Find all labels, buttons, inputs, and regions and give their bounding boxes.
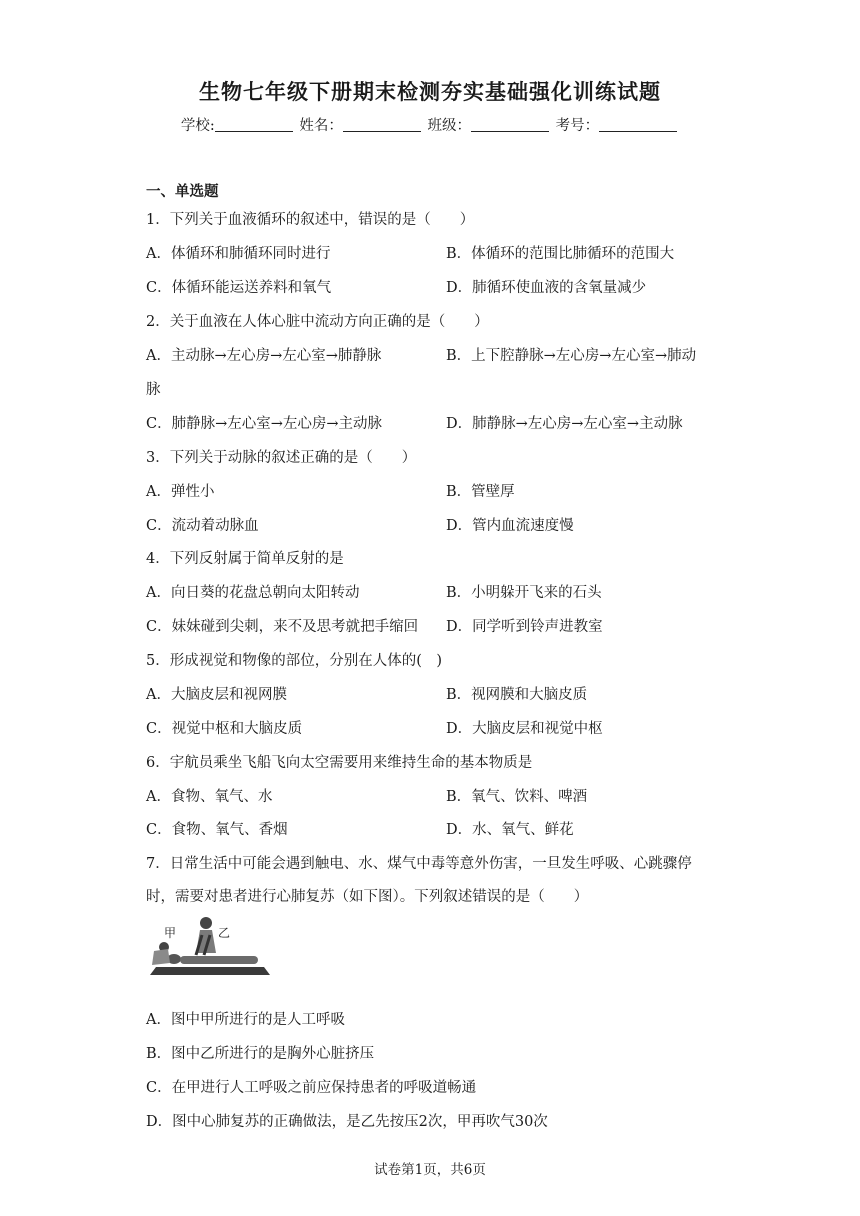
option-d: D．肺循环使血液的含氧量减少 (446, 280, 647, 296)
option-a: A．体循环和肺循环同时进行 (146, 246, 331, 262)
question-stem-continuation: 时，需要对患者进行心肺复苏（如下图）。下列叙述错误的是（ ） (146, 889, 589, 905)
cpr-illustration (146, 913, 270, 975)
option-b: B．上下腔静脉→左心房→左心室→肺动 (446, 348, 697, 364)
patient-body-shape (180, 956, 258, 964)
rescuer-yi-head-shape (200, 917, 212, 929)
question-stem: 6．宇航员乘坐飞船飞向太空需要用来维持生命的基本物质是 (146, 755, 533, 771)
option-b: B．图中乙所进行的是胸外心脏挤压 (146, 1046, 375, 1062)
option-b: B．体循环的范围比肺循环的范围大 (446, 246, 675, 262)
name-blank (343, 117, 421, 132)
class-label: 班级： (427, 118, 471, 134)
option-d: D．同学听到铃声进教室 (446, 619, 603, 635)
question-stem: 1．下列关于血液循环的叙述中，错误的是（ ） (146, 212, 475, 228)
cpr-figure-svg (146, 913, 270, 975)
option-b: B．小明躲开飞来的石头 (446, 585, 602, 601)
option-a: A．主动脉→左心房→左心室→肺静脉 (146, 348, 382, 364)
name-label: 姓名： (299, 118, 343, 134)
question-stem: 2．关于血液在人体心脏中流动方向正确的是（ ） (146, 314, 489, 330)
option-a: A．大脑皮层和视网膜 (146, 687, 287, 703)
question-stem: 4．下列反射属于简单反射的是 (146, 551, 344, 567)
exam-number-label: 考号： (555, 118, 600, 134)
option-d: D．大脑皮层和视觉中枢 (446, 721, 603, 737)
option-b: B．管壁厚 (446, 484, 515, 500)
option-c: C．视觉中枢和大脑皮质 (146, 721, 303, 737)
question-stem: 5．形成视觉和物像的部位，分别在人体的( ) (146, 653, 443, 669)
option-d: D．水、氧气、鲜花 (446, 822, 574, 838)
section-title: 一、单选题 (146, 183, 219, 200)
question-stem: 3．下列关于动脉的叙述正确的是（ ） (146, 450, 417, 466)
student-info-line (0, 114, 860, 135)
option-b: B．氧气、饮料、啤酒 (446, 789, 588, 805)
option-d: D．图中心肺复苏的正确做法，是乙先按压2次，甲再吹气30次 (146, 1114, 548, 1130)
option-c: C．肺静脉→左心室→左心房→主动脉 (146, 416, 383, 432)
label-jia: 甲 (164, 926, 177, 940)
option-c: C．体循环能运送养料和氧气 (146, 280, 332, 296)
option-a: A．食物、氧气、水 (146, 789, 273, 805)
option-a: A．向日葵的花盘总朝向太阳转动 (146, 585, 360, 601)
question-stem: 7．日常生活中可能会遇到触电、水、煤气中毒等意外伤害，一旦发生呼吸、心跳骤停 (146, 856, 692, 872)
option-c: C．食物、氧气、香烟 (146, 822, 288, 838)
option-a: A．弹性小 (146, 484, 215, 500)
school-blank (215, 117, 293, 132)
option-c: C．妹妹碰到尖刺，来不及思考就把手缩回 (146, 619, 419, 635)
option-b-continuation: 脉 (146, 382, 161, 398)
option-d: D．管内血流速度慢 (446, 518, 574, 534)
rescuer-jia-body-shape (152, 949, 170, 965)
page-footer: 试卷第1页，共6页 (374, 1162, 486, 1178)
school-label: 学校: (180, 118, 215, 134)
class-blank (471, 117, 549, 132)
floor-mat-shape (150, 967, 270, 975)
exam-number-blank (599, 117, 677, 132)
option-c: C．在甲进行人工呼吸之前应保持患者的呼吸道畅通 (146, 1080, 477, 1096)
option-d: D．肺静脉→左心房→左心室→主动脉 (446, 416, 683, 432)
exam-title: 生物七年级下册期末检测夯实基础强化训练试题 (199, 79, 661, 104)
label-yi: 乙 (218, 926, 231, 940)
option-c: C．流动着动脉血 (146, 518, 259, 534)
option-b: B．视网膜和大脑皮质 (446, 687, 588, 703)
option-a: A．图中甲所进行的是人工呼吸 (146, 1012, 345, 1028)
